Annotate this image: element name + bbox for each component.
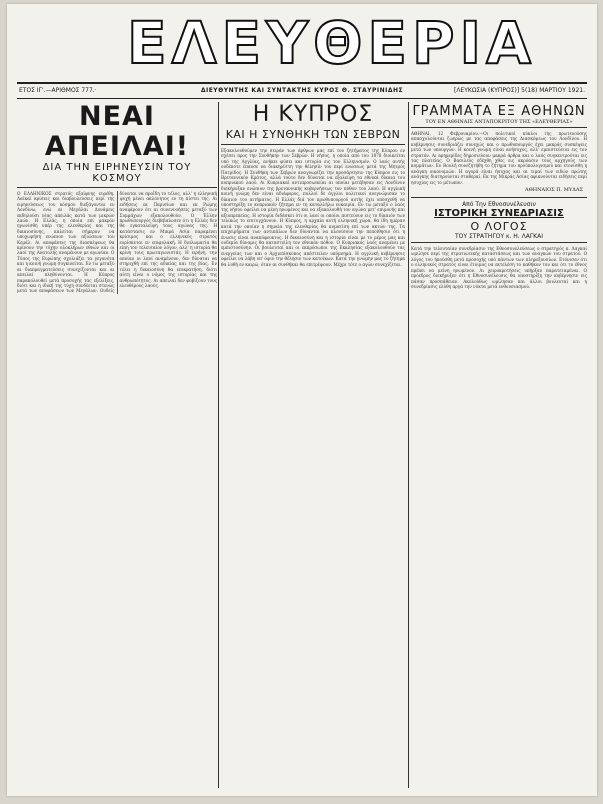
subheadline-left: ΔΙΑ ΤΗΝ ΕΙΡΗΝΕΥΣΙΝ ΤΟΥ ΚΟΣΜΟΥ (17, 162, 217, 188)
issue-number: ΕΤΟΣ ΙΓ'.—ΑΡΙΘΜΟΣ 777.· (19, 87, 97, 94)
editor-line: ΔΙΕΥΘΥΝΤΗΣ ΚΑΙ ΣΥΝΤΑΚΤΗΣ ΚΥΡΟΣ Θ. ΣΤΑΥΡΙΝΙΔΗΣ (200, 87, 404, 94)
subheadline-middle: ΚΑΙ Η ΣΥΝΘΗΚΗ ΤΩΝ ΣΕΒΡΩΝ (221, 128, 405, 145)
newspaper-page (7, 4, 597, 796)
info-bar (17, 82, 587, 99)
subheadline-right: ΤΟΥ ΕΝ ΑΘΗΝΑΙΣ ΑΝΤΑΠΟΚΡΙΤΟΥ ΤΗΣ «ΕΛΕΥΘΕΡΙΑΣ» (411, 119, 587, 128)
headline-left: ΝΕΑΙ ΑΠΕΙΛΑΙ! (44, 102, 190, 162)
column-divider (218, 102, 219, 788)
masthead-title: ΕΛΕΥΘΕΡΙΑ (127, 9, 537, 77)
article-body-left: Ο ΕΛΛΗΝΙΚΟΣ στρατός εξαίφνης ευρέθη. Λαϊκαί κρίσεις και διαβουλεύσεις περί της ειρηνεύσεως του κόσμου διεξάγονται εν Λονδίνω, ενώ αι Μεγάλαι Δυνάμεις εκδηλούσι νέας απειλάς κατά των μικρών λαών. Η Ελλάς, η οποία επί μακρόν ηγωνίσθη υπέρ της ελευθερίας και της δικαιοσύνης, καλείται σήμερον να υποχωρήση ενώπιον των αξιώσεων του Κεμάλ. Αι αποφάσεις της Διασκέψεως θα κρίνουν την τύχην ολοκλήρων εθνών και οι λαοί της Ανατολής αναμένουν με αγωνίαν. Ο Τύπος της Ευρώπης σχολιάζει τα γεγονότα και η κοινή γνώμη συγκινείται. Εν τω μεταξύ αι διαπραγματεύσεις συνεχίζονται και αι απειλαί πληθύνονται. Η Κύπρος παρακολουθεί μετά προσοχής τας εξελίξεις, διότι και η ιδική της τύχη συνδέεται στενώς μετά των αποφάσεων των Μεγάλων. Ουδείς δύναται να προΐδη το τέλος, αλλ' η ελληνική ψυχή μένει ακλόνητος εν τη πίστει της. Αι ειδήσεις εκ Παρισίων και εκ Ρώμης αναφέρουν ότι αι συνεννοήσεις μεταξύ των Συμμάχων εξακολουθούν. Ο Έλλην πρωθυπουργός διεβεβαίωσεν ότι η Ελλάς δεν θα εγκαταλείψη τους αγώνας της. Η κατάστασις εν Μικρά Ασία παραμένει κρίσιμος και ο ελληνικός στρατός ευρίσκεται εν επιφυλακή. Η διπλωματία θα είπη τον τελευταίον λόγον, αλλ' η ιστορία θα κρίνη τους πρωταγωνιστάς. Η ειρήνη, την οποίαν οι λαοί αναμένουν, δεν δύναται να στηριχθή επί της αδικίας και της βίας. Εν τέλει η δικαιοσύνη θα επικρατήση, διότι αύτη είναι ο νόμος της ιστορίας και της ανθρωπότητος. Αι απειλαί δεν φοβίζουν τους ελευθέρους λαούς. (17, 191, 217, 294)
section-subtitle: Ο ΛΟΓΟΣ (470, 220, 528, 234)
headline-right: ΓΡΑΜΜΑΤΑ ΕΞ ΑΘΗΝΩΝ (412, 104, 586, 119)
section-header (411, 197, 587, 243)
section-author: ΤΟΥ ΣΤΡΑΤΗΓΟΥ κ. Η. ΛΑΓΚΑΙ (411, 233, 587, 243)
article-signature: ΑΘΗΝΑΙΟΣ Π. ΜΥΔΑΣ (525, 187, 583, 194)
section-title: ΙΣΤΟΡΙΚΗ ΣΥΝΕΔΡΙΑΣΙΣ (434, 208, 564, 220)
section-kicker: Από Την Εθνοσυνέλευσιν (462, 201, 536, 209)
column-right (411, 102, 587, 788)
headline-middle: Η ΚΥΠΡΟΣ (252, 102, 374, 127)
issue-date: [ΛΕΥΚΩΣΙΑ (ΚΥΠΡΟΣ)] 5(18) ΜΑΡΤΙΟΥ 1921. (453, 87, 585, 94)
column-divider (408, 102, 409, 788)
column-middle (221, 102, 405, 788)
article-body-middle: Εξακολουθούμεν την σειράν των άρθρων μας επί του ζητήματος της Κύπρου εν σχέσει προς την Συνθήκην των Σεβρών. Η νήσος, η οποία από του 1878 διοικείται υπό της Αγγλίας, ανήκει φύσει και ιστορία εις τον Ελληνισμόν. Ο λαός αυτής ουδέποτε έπαυσε να διακηρύττη την θέλησίν του περί ενώσεως μετά της Μητρός Πατρίδος. Η Συνθήκη των Σεβρών αναγνωρίζει την προσάρτησιν της Κύπρου εις το Βρεταννικόν Κράτος, αλλά τούτο δεν δύναται να εξαλείψη τα εθνικά δίκαια του κυπριακού λαού. Αι Κυπριακαί αντιπροσωπείαι αι οποίαι μετέβησαν εις Λονδίνον διεκήρυξαν ενώπιον της βρεταννικής κυβερνήσεως τον πόθον του λαού. Η αγγλική κοινή γνώμη δεν είναι αδιάφορος, πολλοί δε άγγλοι πολιτικοί ανεγνώρισαν το δίκαιον του αιτήματος. Η Ελλάς διά του πρωθυπουργού αυτής έχει υποσχεθή να υποστηρίξη το κυπριακόν ζήτημα εν τη καταλλήλω ευκαιρία. Εν τω μεταξύ ο λαός της νήσου οφείλει να μένη ηνωμένος και να εξακολουθή τον αγώνα μετ' επιμονής και αξιοπρεπείας. Η ιστορία διδάσκει ότι οι λαοί οι οποίοι πιστεύουν εις το δίκαιόν των τελικώς το επιτυγχάνουν. Η Κύπρος, η αρχαία αυτή ελληνική χώρα, θα ίδη ημέραν κατά την οποίαν η σημαία της ελευθερίας θα κυματίση επί των ακτών της. Τα επιχειρήματα των αντιπάλων δεν δύνανται να κλονίσουν την πεποίθησιν ότι η ένωσις είναι αναπόφευκτος. Η δικαιοσύνη και η ιστορία είναι με το μέρος μας και ουδεμία δύναμις θα καταστείλη τον εθνικόν πόθον. Ο Κυπριακός λαός αναμένει με εμπιστοσύνην. Οι βουλευταί και οι εκπρόσωποι της Εκκλησίας εξακολουθούν τας ενεργείας των και ο Αρχιεπίσκοπος απέστειλεν υπόμνημα. Η αγγλική κυβέρνησις οφείλει να λάβη υπ' όψιν την θέλησιν των κατοίκων. Κατά την γνώμην μας το ζήτημα θα λυθή εν καιρώ, όταν αι συνθήκαι θα επιτρέψουν. Μέχρι τότε ο αγών συνεχίζεται. (221, 148, 405, 267)
article-body-right: ΑΘΗΝΑΙ, 12 Φεβρουαρίου.—Οι πολιτικοί κύκλοι της πρωτευούσης απασχολούνται ζωηρώς με τας αποφάσεις της Διασκέψεως του Λονδίνου. Η κυβέρνησις συνεδριάζει συνεχώς και ο πρωθυπουργός έχει μακράς συσκέψεις μετά των υπουργών. Η κοινή γνώμη είναι ανήσυχος, αλλ' εμπιστεύεται εις τον στρατόν. Αι εφημερίδες δημοσιεύουν μακρά άρθρα και ο λαός συγκεντρούται εις τας πλατείας. Ο Βασιλεύς εδέχθη χθες εις ακρόασιν τους αρχηγούς των κομμάτων. Εν Βουλή συνεζητήθη το ζήτημα του προϋπολογισμού και ετονίσθη η ανάγκη οικονομιών. Η αγορά είναι ήσυχος και αι τιμαί των ειδών πρώτης ανάγκης διατηρούνται σταθεραί. Εκ της Μικράς Ασίας αφικνούνται ειδήσεις περί ησυχίας εις το μέτωπον. (411, 131, 587, 185)
column-left (17, 102, 217, 788)
section-body: Κατά την τελευταίαν συνεδρίασιν της Εθνοσυνελεύσεως ο στρατηγός κ. Λαγκαί ωμίλησε περί της στρατιωτικής καταστάσεως και των αναγκών του στρατού. Ο λόγος του ήκούσθη μετά προσοχής υπό πάντων των πληρεξουσίων. Ετόνισεν ότι ο ελληνικός στρατός είναι έτοιμος να εκτελέση το καθήκον του και ότι το έθνος πρέπει να μείνη ηνωμένον. Αι χειροκροτήσεις υπήρξαν παρατεταμέναι. Ο πρόεδρος διεκήρυξεν ότι η Εθνοσυνέλευσις θα υποστηρίξη την κυβέρνησιν εις πάσαν προσπάθειαν. Ακολούθως ωμίλησαν και άλλοι βουλευταί και η συνεδρίασις ελύθη αργά την νύκτα μετά ενθουσιασμού. (411, 246, 587, 289)
